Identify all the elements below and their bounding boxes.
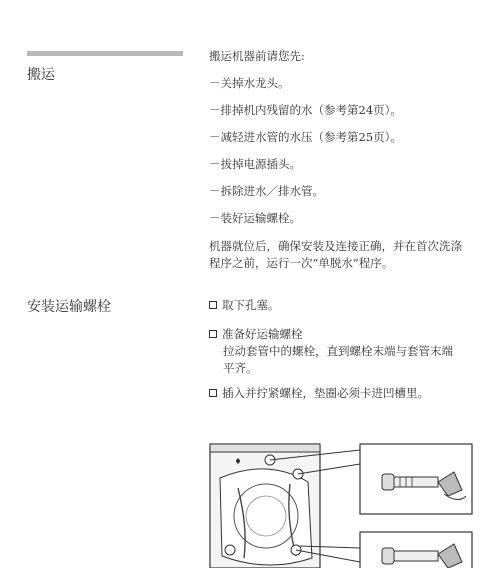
section-heading-transit-bolts: 安装运输螺栓 — [27, 299, 111, 315]
checklist-item — [209, 326, 489, 377]
checklist-text: 插入并拧紧螺栓，垫圈必须卡进凹槽里。 — [222, 386, 429, 400]
section-divider — [27, 51, 183, 56]
checkbox-icon — [209, 330, 217, 338]
transport-note-line: 机器就位后，确保安装及连接正确，并在首次洗涤 — [209, 239, 462, 253]
transport-step: －关掉水龙头。 — [209, 76, 290, 90]
transport-note-line: 程序之前，运行一次“单脱水”程序。 — [209, 256, 394, 270]
checklist-text: 取下孔塞。 — [222, 298, 280, 312]
transport-step: －减轻进水管的水压（参考第25页）。 — [209, 130, 402, 144]
checklist-subtext: 平齐。 — [223, 361, 258, 375]
section-heading-transport: 搬运 — [27, 67, 55, 83]
checkbox-icon — [209, 389, 217, 397]
checklist-text: 准备好运输螺栓 — [222, 327, 303, 341]
transport-step: －排掉机内残留的水（参考第24页）。 — [209, 103, 402, 117]
transport-step: －拔掉电源插头。 — [209, 157, 301, 171]
checklist-subtext: 拉动套管中的螺栓，直到螺栓末端与套管末端 — [223, 344, 453, 358]
transport-intro: 搬运机器前请您先: — [209, 49, 305, 63]
transit-bolt-illustration — [208, 438, 476, 568]
checklist-item — [209, 297, 489, 314]
checkbox-icon — [209, 301, 217, 309]
transport-step: －拆除进水／排水管。 — [209, 184, 324, 198]
transport-step: －装好运输螺栓。 — [209, 211, 301, 225]
checklist-item — [209, 385, 489, 402]
